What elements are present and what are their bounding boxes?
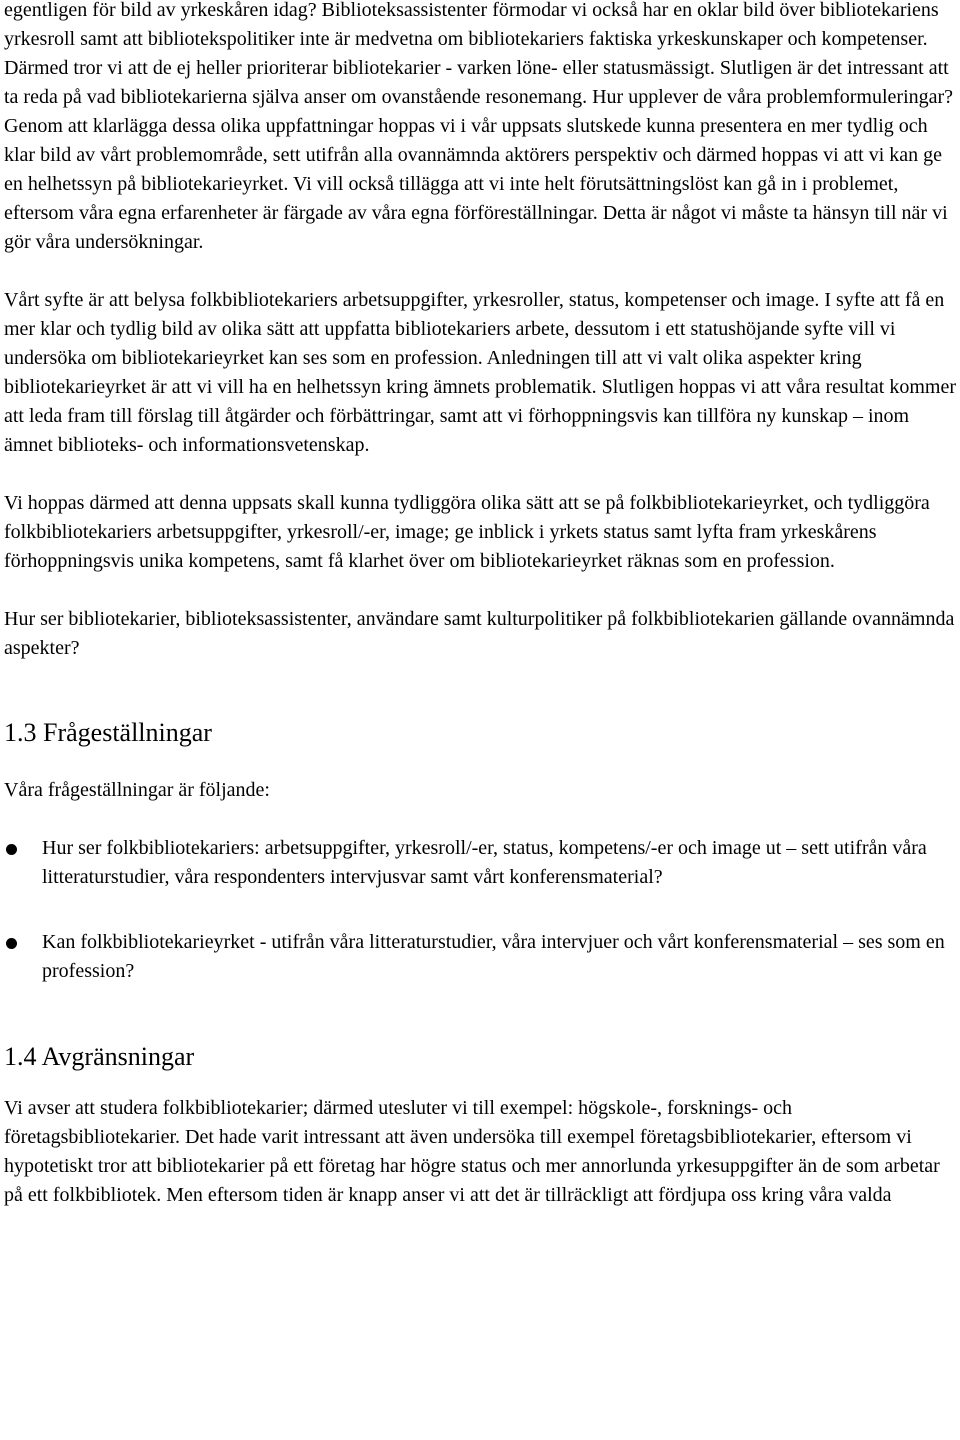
- paragraph-gap: [4, 460, 956, 489]
- questions-list: [4, 834, 956, 986]
- list-item: [4, 834, 956, 892]
- list-gap: [4, 892, 956, 928]
- heading-gap: [4, 748, 956, 776]
- bullet-icon: [6, 938, 17, 949]
- section-heading-1-4: 1.4 Avgränsningar: [4, 1042, 195, 1071]
- body-paragraph-2: Vårt syfte är att belysa folkbibliotekariers arbetsuppgifter, yrkesroller, status, kompetenser och image. I syfte att få en mer klar och tydlig bild av olika sätt att uppfatta bibliotekariers arbete, dessutom i ett statushöjande syfte vill vi undersöka om bibliotekarieyrket kan ses som en profession. Anledningen till att vi valt olika aspekter kring bibliotekarieyrket är att vi vill ha en helhetssyn kring ämnets problematik. Slutligen hoppas vi att våra resultat kommer att leda fram till förslag till åtgärder och förbättringar, samt att vi förhoppningsvis kan tillföra ny kunskap – inom ämnet biblioteks- och informationsvetenskap.: [4, 289, 956, 456]
- question-text-1: Hur ser folkbibliotekariers: arbetsuppgifter, yrkesroll/-er, status, kompetens/-er och image ut – sett utifrån våra litteraturstudier, våra respondenters intervjusvar samt vårt konferensmaterial?: [42, 837, 927, 888]
- paragraph-gap: [4, 576, 956, 605]
- heading-gap: [4, 1072, 956, 1094]
- question-text-2: Kan folkbibliotekarieyrket - utifrån våra litteraturstudier, våra intervjuer och vårt konferensmaterial – ses som en profession?: [42, 931, 945, 982]
- questions-intro: Våra frågeställningar är följande:: [4, 779, 270, 801]
- paragraph-gap: [4, 805, 956, 834]
- section-gap: [4, 986, 956, 1042]
- body-paragraph-1: egentligen för bild av yrkeskåren idag? Biblioteksassistenter förmodar vi också har en oklar bild över bibliotekariens yrkesroll samt att bibliotekspolitiker inte är medvetna om bibliotekariers faktiska yrkeskunskaper och kompetenser. Därmed tror vi att de ej heller prioriterar bibliotekarier - varken löne- eller statusmässigt. Slutligen är det intressant att ta reda på vad bibliotekarierna själva anser om ovanstående resonemang. Hur upplever de våra problemformuleringar? Genom att klarlägga dessa olika uppfattningar hoppas vi i vår uppsats slutskede kunna presentera en mer tydlig och klar bild av vårt problemområde, sett utifrån alla ovannämnda aktörers perspektiv och därmed hoppas vi att vi kan ge en helhetssyn på bibliotekarieyrket. Vi vill också tillägga att vi inte helt förutsättningslöst kan gå in i problemet, eftersom våra egna erfarenheter är färgade av våra egna förföreställningar. Detta är något vi måste ta hänsyn till när vi gör våra undersökningar.: [4, 0, 954, 253]
- delimitations-paragraph: Vi avser att studera folkbibliotekarier; därmed utesluter vi till exempel: högskole-, forsknings- och företagsbibliotekarier. Det hade varit intressant att även undersöka till exempel företagsbibliotekarier, eftersom vi hypotetiskt tror att bibliotekarier på ett företag har högre status och mer annorlunda yrkesuppgifter än de som arbetar på ett folkbibliotek. Men eftersom tiden är knapp anser vi att det är tillräckligt att fördjupa oss kring våra valda: [4, 1097, 940, 1206]
- list-item: [4, 928, 956, 986]
- paragraph-gap: [4, 257, 956, 286]
- bullet-icon: [6, 844, 17, 855]
- research-question-paragraph: Hur ser bibliotekarier, biblioteksassistenter, användare samt kulturpolitiker på folkbibliotekarien gällande ovannämnda aspekter?: [4, 608, 955, 659]
- section-gap: [4, 663, 956, 718]
- body-paragraph-3: Vi hoppas därmed att denna uppsats skall kunna tydliggöra olika sätt att se på folkbibliotekarieyrket, och tydliggöra folkbibliotekariers arbetsuppgifter, yrkesroll/-er, image; ge inblick i yrkets status samt lyfta fram yrkeskårens förhoppningsvis unika kompetens, samt få klarhet över om bibliotekarieyrket räknas som en profession.: [4, 492, 930, 572]
- section-heading-1-3: 1.3 Frågeställningar: [4, 718, 212, 747]
